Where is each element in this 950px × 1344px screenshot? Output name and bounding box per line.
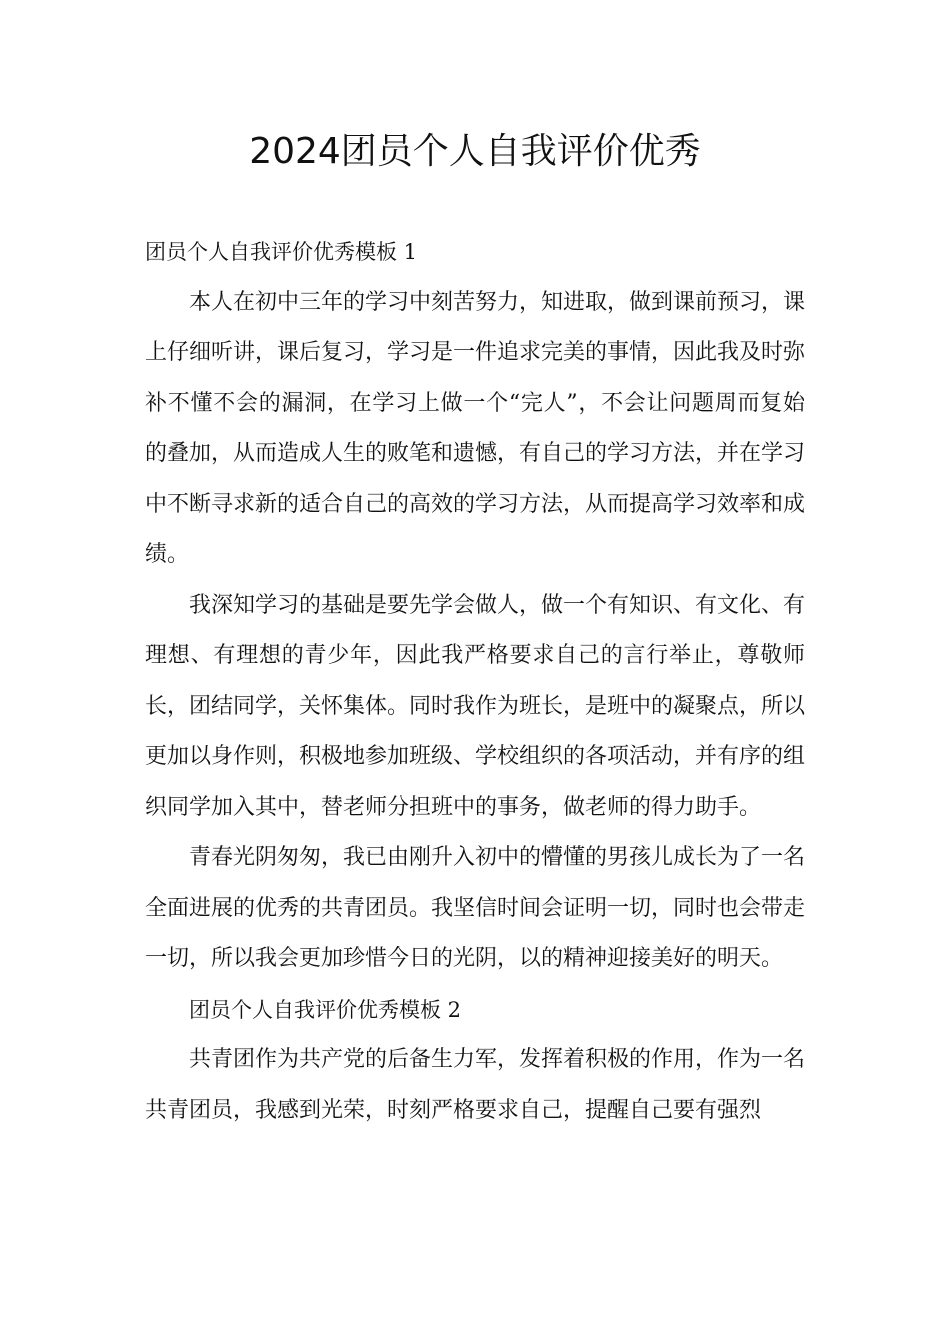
document-title: 2024团员个人自我评价优秀 xyxy=(249,131,701,172)
paragraph: 本人在初中三年的学习中刻苦努力，知进取，做到课前预习，课上仔细听讲，课后复习，学习是一件追求完美的事情，因此我及时弥补不懂不会的漏洞，在学习上做一个“完人”，不会让问题周而复始的叠加，从而造成人生的败笔和遗憾，有自己的学习方法，并在学习中不断寻求新的适合自己的高效的学习方法，从而提高学习效率和成绩。 xyxy=(145,289,806,567)
paragraph: 我深知学习的基础是要先学会做人，做一个有知识、有文化、有理想、有理想的青少年，因此我严格要求自己的言行举止，尊敬师长，团结同学，关怀集体。同时我作为班长，是班中的凝聚点，所以更加以身作则，积极地参加班级、学校组织的各项活动，并有序的组织同学加入其中，替老师分担班中的事务，做老师的得力助手。 xyxy=(145,592,806,820)
document-body xyxy=(145,227,805,1136)
section-heading: 团员个人自我评价优秀模板 2 xyxy=(189,997,462,1022)
paragraph: 青春光阴匆匆，我已由刚升入初中的懵懂的男孩儿成长为了一名全面进展的优秀的共青团员。我坚信时间会证明一切，同时也会带走一切，所以我会更加珍惜今日的光阴，以的精神迎接美好的明天。 xyxy=(145,845,806,971)
section-heading: 团员个人自我评价优秀模板 1 xyxy=(145,240,418,264)
paragraph: 共青团作为共产党的后备生力军，发挥着积极的作用，作为一名共青团员，我感到光荣，时刻严格要求自己，提醒自己要有强烈 xyxy=(145,1047,806,1123)
